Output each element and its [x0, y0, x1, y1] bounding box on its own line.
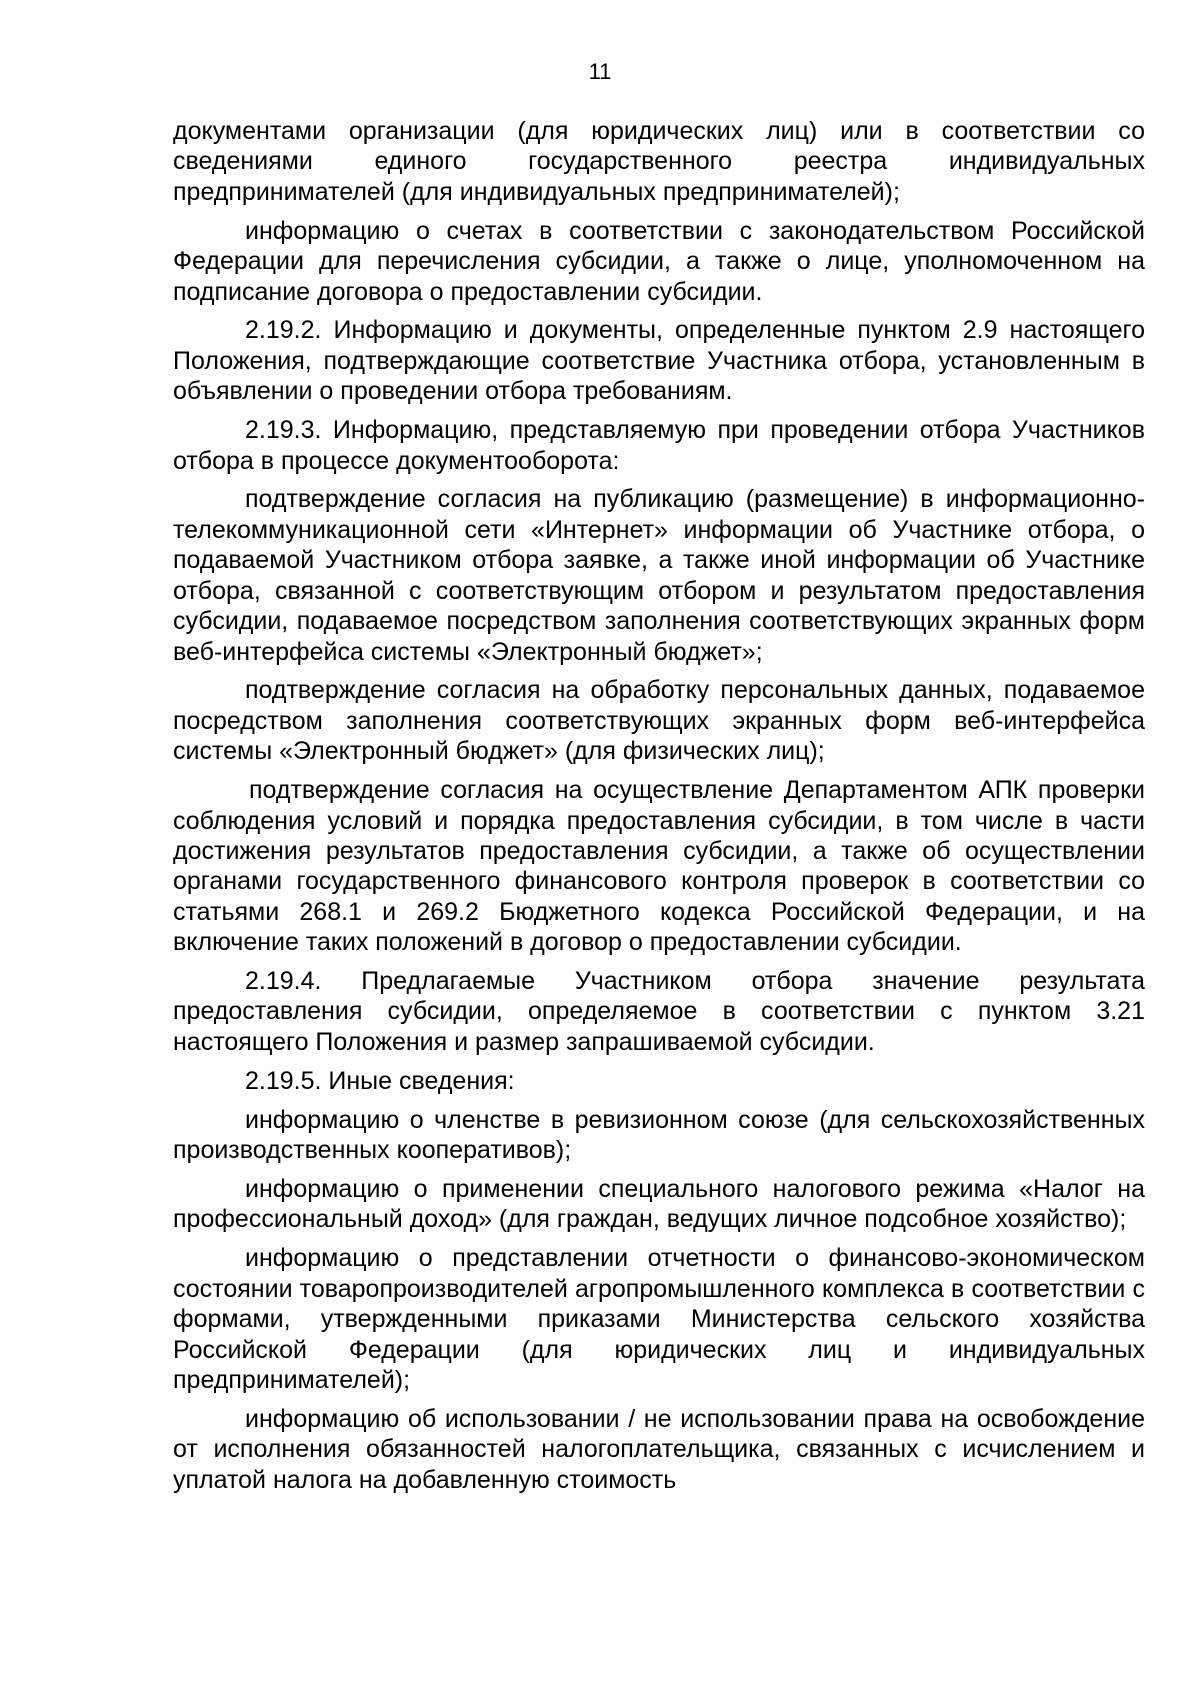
paragraph-tax-regime: информацию о применении специального налогового режима «Налог на профессиональный доход» (для граждан, ведущих личное подсобное хозяйство); — [173, 1175, 1145, 1234]
paragraph-account-info: информацию о счетах в соответствии с законодательством Российской Федерации для перечисления субсидии, а также о лице, уполномоченном на подписание договора о предоставлении субсидии. — [173, 216, 1145, 306]
paragraph-reporting: информацию о представлении отчетности о финансово-экономическом состоянии товаропроизводителей агропромышленного комплекса в соответствии с формами, утвержденными приказами Министерства сельского хозяйства Российской Федерации (для юридических лиц и индивидуальных предпринимателей); — [173, 1244, 1145, 1394]
paragraph-continuation: документами организации (для юридических лиц) или в соответствии со сведениями единого государственного реестра индивидуальных предпринимателей (для индивидуальных предпринимателей); — [173, 117, 1145, 206]
document-body — [173, 116, 1145, 1504]
page-number: 11 — [588, 59, 612, 84]
paragraph-audit-consent: подтверждение согласия на осуществление Департаментом АПК проверки соблюдения условий и порядка предоставления субсидии, в том числе в части достижения результатов предоставления субсидии, а также об осуществлении органами государственного финансового контроля проверок в соответствии со статьями 268.1 и 269.2 Бюджетного кодекса Российской Федерации, и на включение таких положений в договор о предоставлении субсидии. — [173, 776, 1145, 957]
paragraph-2-19-4: 2.19.4. Предлагаемые Участником отбора значение результата предоставления субсидии, определяемое в соответствии с пунктом 3.21 настоящего Положения и размер запрашиваемой субсидии. — [173, 967, 1145, 1056]
paragraph-2-19-3: 2.19.3. Информацию, представляемую при проведении отбора Участников отбора в процессе документооборота: — [173, 416, 1145, 475]
paragraph-personal-data-consent: подтверждение согласия на обработку персональных данных, подаваемое посредством заполнения соответствующих экранных форм веб-интерфейса системы «Электронный бюджет» (для физических лиц); — [173, 676, 1145, 766]
paragraph-publication-consent: подтверждение согласия на публикацию (размещение) в информационно-телекоммуникационной сети «Интернет» информации об Участнике отбора, о подаваемой Участником отбора заявке, а также иной информации об Участнике отбора, связанной с соответствующим отбором и результатом предоставления субсидии, подаваемое посредством заполнения соответствующих экранных форм веб-интерфейса системы «Электронный бюджет»; — [173, 485, 1145, 666]
paragraph-2-19-2: 2.19.2. Информацию и документы, определенные пунктом 2.9 настоящего Положения, подтверждающие соответствие Участника отбора, установленным в объявлении о проведении отбора требованиям. — [173, 316, 1145, 406]
paragraph-vat-exemption: информацию об использовании / не использовании права на освобождение от исполнения обязанностей налогоплательщика, связанных с исчислением и уплатой налога на добавленную стоимость — [173, 1404, 1145, 1494]
paragraph-2-19-5: 2.19.5. Иные сведения: — [245, 1066, 515, 1095]
paragraph-audit-union: информацию о членстве в ревизионном союзе (для сельскохозяйственных производственных кооперативов); — [173, 1105, 1145, 1165]
